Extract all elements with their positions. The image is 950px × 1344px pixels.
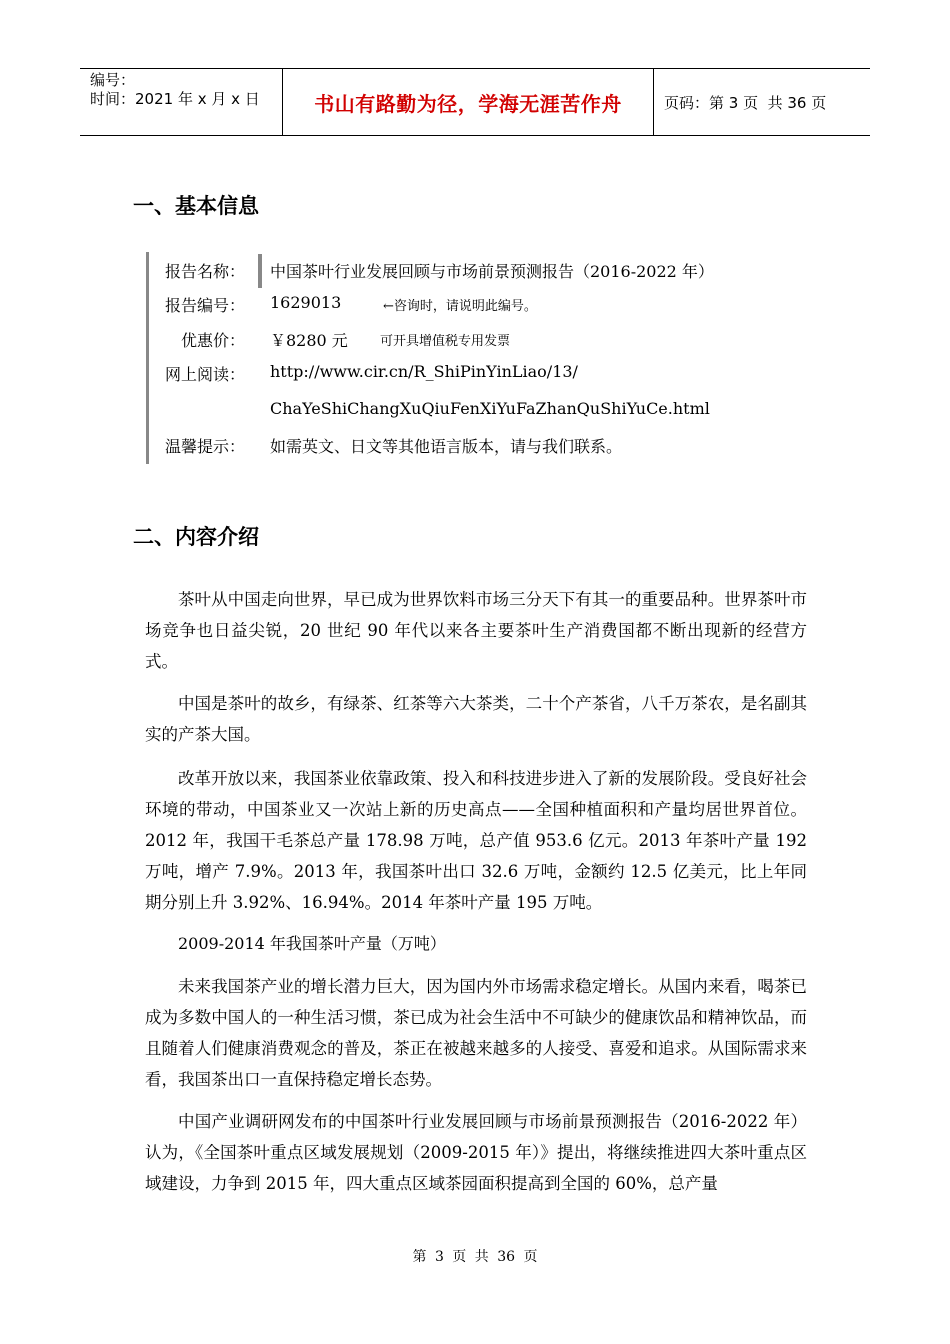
header-motto: 书山有路勤为径，学海无涯苦作舟 — [314, 91, 622, 116]
price-note: 可开具增值税专用发票 — [380, 334, 511, 349]
report-number-label: 报告编号： — [165, 296, 246, 315]
url-line-2[interactable]: ChaYeShiChangXuQiuFenXiYuFaZhanQuShiYuCe.html — [270, 399, 710, 418]
header-page-info: 页码：第 3 页 共 36 页 — [664, 93, 827, 112]
tip-label: 温馨提示： — [165, 437, 246, 456]
paragraph: 改革开放以来，我国茶业依靠政策、投入和科技进步进入了新的发展阶段。受良好社会环境的带动，中国茶业又一次站上新的历史高点——全国种植面积和产量均居世界首位。2012 年，我国干毛茶总产量 178.98 万吨，总产值 953.6 亿元。2013 年茶叶产量 192 万吨，增产 7.9%。2013 年，我国茶叶出口 32.6 万吨，金额约 12.5 亿美元，比上年同期分别上升 3.92%、16.94%。2014 年茶叶产量 195 万吨。 — [145, 769, 807, 912]
header-divider — [653, 69, 654, 135]
url-label: 网上阅读： — [165, 365, 246, 384]
header-meta — [90, 71, 260, 109]
price-label: 优惠价： — [181, 331, 246, 350]
report-number: 1629013 — [270, 293, 342, 312]
header-number-label: 编号： — [90, 71, 136, 89]
header-time-label: 时间：2021 年 x 月 x 日 — [90, 90, 260, 108]
section-heading-basic-info: 一、基本信息 — [133, 194, 259, 218]
paragraph: 中国产业调研网发布的中国茶叶行业发展回顾与市场前景预测报告（2016-2022 年）认为，《全国茶叶重点区域发展规划（2009-2015 年）》提出，将继续推进四大茶叶重点区域建设，力争到 2015 年，四大重点区域茶园面积提高到全国的 60%，总产量 — [145, 1112, 807, 1193]
paragraph: 茶叶从中国走向世界，早已成为世界饮料市场三分天下有其一的重要品种。世界茶叶市场竞争也日益尖锐，20 世纪 90 年代以来各主要茶叶生产消费国都不断出现新的经营方式。 — [145, 590, 807, 671]
page-header — [80, 68, 870, 136]
report-name-marker — [258, 254, 262, 288]
info-box-bar — [146, 252, 149, 464]
page-footer: 第 3 页 共 36 页 — [412, 1249, 538, 1265]
paragraph: 未来我国茶产业的增长潜力巨大，因为国内外市场需求稳定增长。从国内来看，喝茶已成为多数中国人的一种生活习惯，茶已成为社会生活中不可缺少的健康饮品和精神饮品，而且随着人们健康消费观念的普及，茶正在被越来越多的人接受、喜爱和追求。从国际需求来看，我国茶出口一直保持稳定增长态势。 — [145, 977, 807, 1089]
figure-caption: 2009-2014 年我国茶叶产量（万吨） — [178, 934, 446, 953]
section-heading-content-intro: 二、内容介绍 — [133, 525, 259, 549]
report-name-label: 报告名称： — [165, 262, 246, 281]
report-name: 中国茶叶行业发展回顾与市场前景预测报告（2016-2022 年） — [270, 262, 714, 281]
url-line-1[interactable]: http://www.cir.cn/R_ShiPinYinLiao/13/ — [270, 362, 578, 381]
paragraph: 中国是茶叶的故乡，有绿茶、红茶等六大茶类，二十个产茶省，八千万茶农，是名副其实的产茶大国。 — [145, 694, 807, 744]
tip-text: 如需英文、日文等其他语言版本，请与我们联系。 — [270, 437, 623, 456]
price: ￥8280 元 — [270, 331, 348, 350]
report-number-note: ←咨询时，请说明此编号。 — [383, 299, 537, 314]
